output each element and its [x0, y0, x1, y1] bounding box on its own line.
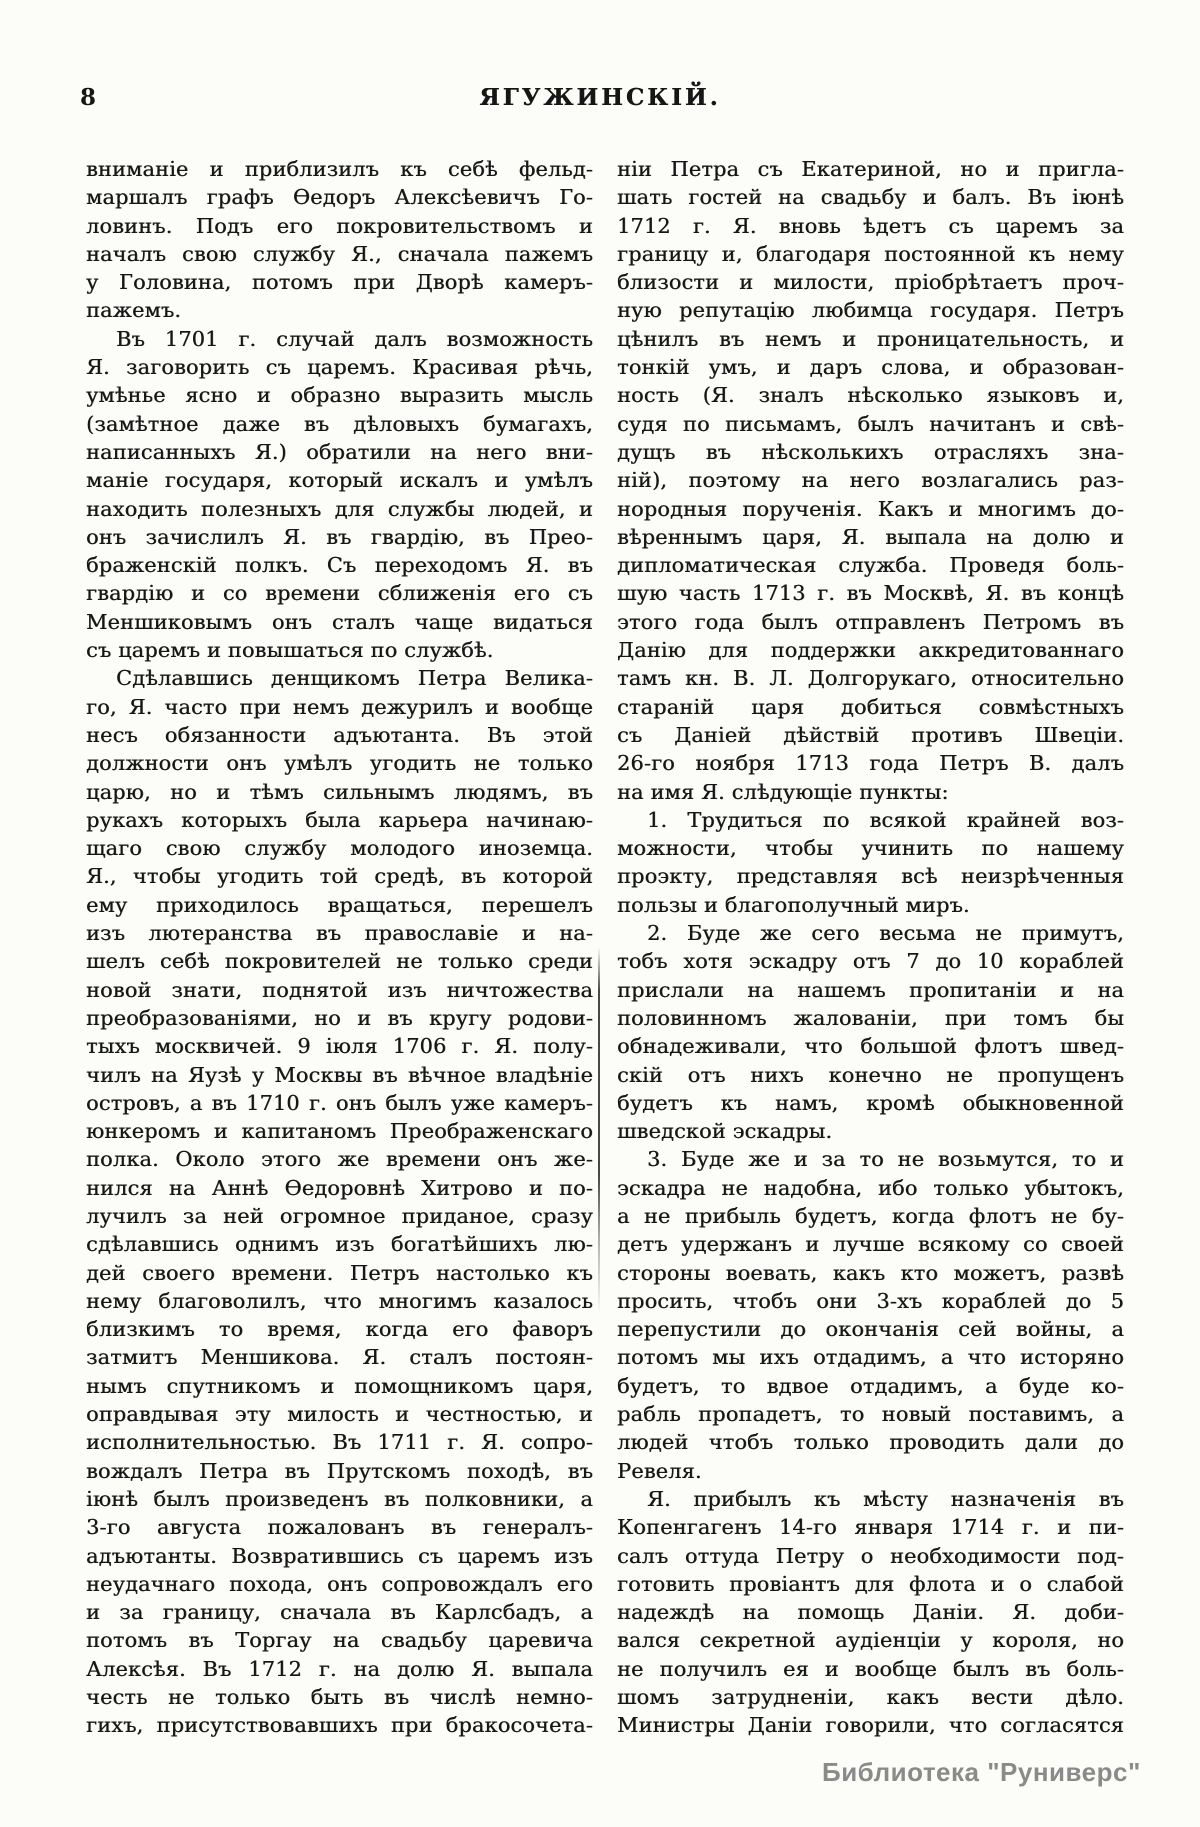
text-line: обнадеживали, что большой флотъ швед- [617, 1034, 1124, 1059]
text-line: маніе государя, который искалъ и умѣлъ [86, 468, 593, 493]
text-line: людей чтобъ только проводить дали до [617, 1430, 1124, 1455]
text-line: вниманіе и приблизилъ къ себѣ фельд- [86, 157, 593, 181]
text-line: проэкту, представляя всѣ неизрѣченныя [617, 864, 1124, 889]
text-line: 3-го августа пожалованъ въ генералъ- [86, 1515, 593, 1540]
text-line: 1712 г. Я. вновь ѣдетъ съ царемъ за [617, 213, 1124, 238]
text-line: этого года былъ отправленъ Петромъ въ [617, 609, 1124, 634]
text-line: 1. Трудиться по всякой крайней воз- [647, 807, 1124, 832]
text-line: прислали на нашемъ пропитаніи и на [617, 977, 1124, 1002]
text-line: тамъ кн. В. Л. Долгорукаго, относительно [617, 666, 1124, 691]
text-line: пажемъ. [86, 298, 182, 323]
text-line: чилъ на Яузѣ у Москвы въ вѣчное владѣніе [86, 1062, 593, 1087]
text-line: умѣнье ясно и образно выразить мысль [86, 383, 593, 408]
text-line: островъ, а въ 1710 г. онъ былъ уже камеръ- [86, 1090, 593, 1115]
text-line: на имя Я. слѣдующіе пункты: [617, 779, 949, 804]
text-line: (замѣтное даже въ дѣловыхъ бумагахъ, [86, 411, 593, 436]
text-line: шведской эскадры. [617, 1119, 833, 1144]
running-title: ЯГУЖИНСКІЙ. [479, 84, 721, 111]
text-line: новой знати, поднятой изъ ничтожества [86, 977, 593, 1002]
text-line: надеждѣ на помощь Даніи. Я. доби- [617, 1600, 1124, 1625]
text-line: оправдывая эту милость и честностью, и [86, 1402, 593, 1427]
text-line: нился на Аннѣ Ѳедоровнѣ Хитрово и по- [86, 1175, 593, 1200]
text-line: Копенгагенъ 14-го января 1714 г. и пи- [617, 1515, 1124, 1540]
text-line: тобъ хотя эскадру отъ 7 до 10 кораблей [617, 949, 1124, 974]
text-line: шомъ затрудненіи, какъ вести дѣло. [617, 1685, 1124, 1710]
text-line: границу и, благодаря постоянной къ нему [617, 241, 1124, 266]
text-line: іюнѣ былъ произведенъ въ полковники, а [86, 1486, 593, 1511]
text-line: вождалъ Петра въ Прутскомъ походѣ, въ [86, 1458, 593, 1483]
text-line: вѣреннымъ царя, Я. выпала на долю и [617, 524, 1124, 549]
right-column [617, 155, 1124, 1740]
text-line: потомъ мы ихъ отдадимъ, а что исторяно [617, 1345, 1124, 1370]
text-line: затмитъ Меншикова. Я. сталъ постоян- [86, 1345, 593, 1370]
text-line: половинномъ жалованіи, при томъ бы [617, 1005, 1124, 1030]
text-line: Я., чтобы угодить той средѣ, въ которой [86, 864, 593, 889]
text-line: стороны воевать, какъ кто можетъ, развѣ [617, 1260, 1124, 1285]
text-line: ній), поэтому на него возлагались раз- [617, 468, 1124, 493]
text-line: сдѣлавшись однимъ изъ богатѣйшихъ лю- [86, 1232, 593, 1257]
text-line: и за границу, сначала въ Карлсбадъ, а [86, 1600, 593, 1625]
text-line: адъютанты. Возвратившись съ царемъ изъ [86, 1543, 593, 1568]
text-line: царю, но и тѣмъ сильнымъ людямъ, въ [86, 779, 593, 804]
text-line: Министры Даніи говорили, что согласятся [617, 1713, 1124, 1738]
text-line: написанныхъ Я.) обратили на него вни- [86, 439, 593, 464]
text-columns [86, 155, 1124, 1740]
text-line: гихъ, присутствовавшихъ при бракосочета- [86, 1713, 593, 1738]
text-line: салъ оттуда Петру о необходимости под- [617, 1543, 1124, 1568]
text-line: у Головина, потомъ при Дворѣ камеръ- [86, 270, 593, 295]
text-line: 2. Буде же сего весьма не примутъ, [647, 921, 1124, 946]
text-line: шелъ себѣ покровителей не только среди [86, 949, 593, 974]
text-line: Ревеля. [617, 1458, 702, 1483]
page-number: 8 [80, 84, 98, 111]
text-line: го, Я. часто при немъ дежурилъ и вообще [86, 694, 593, 719]
text-line: честь не только быть въ числѣ немно- [86, 1685, 593, 1710]
text-line: полка. Около этого же времени онъ же- [86, 1147, 593, 1172]
text-line: а не прибыль будетъ, когда флотъ не бу- [617, 1203, 1124, 1228]
text-line: дей своего времени. Петръ настолько къ [86, 1260, 593, 1285]
text-line: изъ лютеранства въ православіе и на- [86, 921, 593, 946]
text-line: 3. Буде же и за то не возьмутся, то и [647, 1147, 1124, 1172]
text-line: щаго свою службу молодого иноземца. [86, 836, 593, 861]
text-line: нымъ спутникомъ и помощникомъ царя, [86, 1373, 593, 1398]
text-line: началъ свою службу Я., сначала пажемъ [86, 241, 593, 266]
text-line: просить, чтобъ они 3-хъ кораблей до 5 [617, 1288, 1124, 1313]
text-line: находить полезныхъ для службы людей, и [86, 496, 593, 521]
text-line: Данію для поддержки аккредитованнаго [617, 638, 1124, 663]
text-line: близкимъ то время, когда его фаворъ [86, 1317, 593, 1342]
text-line: судя по письмамъ, былъ начитанъ и свѣ- [617, 411, 1124, 436]
text-line: будетъ, то вдвое отдадимъ, а буде ко- [617, 1373, 1124, 1398]
text-line: потомъ въ Торгау на свадьбу царевича [86, 1628, 593, 1653]
text-line: маршалъ графъ Ѳедоръ Алексѣевичъ Го- [86, 185, 593, 210]
text-line: неудачнаго похода, онъ сопровождалъ его [86, 1571, 593, 1596]
text-line: скій отъ нихъ конечно не пропущенъ [617, 1062, 1124, 1087]
text-line: будетъ къ намъ, кромѣ обыкновенной [617, 1090, 1124, 1115]
column-divider-rule [598, 947, 600, 1315]
text-line: шать гостей на свадьбу и балъ. Въ іюнѣ [617, 185, 1124, 210]
text-line: нему благоволилъ, что многимъ казалось [86, 1288, 593, 1313]
text-line: дипломатическая служба. Проведя боль- [617, 553, 1124, 578]
text-line: дущъ въ нѣсколькихъ отрасляхъ зна- [617, 439, 1124, 464]
text-line: Я. прибылъ къ мѣсту назначенія въ [647, 1486, 1124, 1511]
text-line: нородныя порученія. Какъ и многимъ до- [617, 496, 1124, 521]
text-line: Я. заговорить съ царемъ. Красивая рѣчь, [86, 355, 593, 380]
text-line: ловинъ. Подъ его покровительствомъ и [86, 213, 593, 238]
left-column [86, 155, 593, 1740]
text-line: юнкеромъ и капитаномъ Преображенскаго [86, 1119, 593, 1144]
text-line: тонкій умъ, и даръ слова, и образован- [617, 355, 1124, 380]
text-line: тыхъ москвичей. 9 іюля 1706 г. Я. полу- [86, 1034, 593, 1059]
text-line: Меншиковымъ онъ сталъ чаще видаться [86, 609, 593, 634]
text-line: преобразованіями, но и въ кругу родови- [86, 1005, 593, 1030]
text-line: онъ зачислилъ Я. въ гвардію, въ Прео- [86, 524, 593, 549]
text-line: пользы и благополучный миръ. [617, 892, 970, 917]
text-line: исполнительностью. Въ 1711 г. Я. сопро- [86, 1430, 593, 1455]
text-line: эскадра не надобна, ибо только убытокъ, [617, 1175, 1124, 1200]
text-line: близости и милости, пріобрѣтаетъ проч- [617, 270, 1124, 295]
text-line: Въ 1701 г. случай далъ возможность [116, 326, 593, 351]
text-line: съ Даніей дѣйствій противъ Швеціи. [617, 722, 1124, 747]
text-line: Сдѣлавшись денщикомъ Петра Велика- [116, 666, 593, 691]
text-line: лучилъ за ней огромное приданое, сразу [86, 1203, 593, 1228]
text-line: шую часть 1713 г. въ Москвѣ, Я. въ концѣ [617, 581, 1124, 606]
text-line: можности, чтобы учинить по нашему [617, 836, 1124, 861]
text-line: 26-го ноября 1713 года Петръ В. далъ [617, 751, 1124, 776]
text-line: вался секретной аудіенціи у короля, но [617, 1628, 1124, 1653]
text-line: детъ удержанъ и лучше всякому со своей [617, 1232, 1124, 1257]
text-line: ную репутацію любимца государя. Петръ [617, 298, 1124, 323]
text-line: стараній царя добиться совмѣстныхъ [617, 694, 1124, 719]
text-line: не получилъ ея и вообще былъ въ боль- [617, 1656, 1124, 1681]
text-line: должности онъ умѣлъ угодить не только [86, 751, 593, 776]
text-line: ность (Я. зналъ нѣсколько языковъ и, [617, 383, 1124, 408]
text-line: рабль пропадетъ, то новый поставимъ, а [617, 1402, 1124, 1427]
text-line: ему приходилось вращаться, перешелъ [86, 892, 593, 917]
text-line: Алексѣя. Въ 1712 г. на долю Я. выпала [86, 1656, 593, 1681]
text-line: съ царемъ и повышаться по службѣ. [86, 638, 494, 663]
text-line: рукахъ которыхъ была карьера начинаю- [86, 807, 593, 832]
text-line: ніи Петра съ Екатериной, но и пригла- [617, 157, 1124, 181]
text-line: гвардію и со времени сближенія его съ [86, 581, 593, 606]
text-line: перепустили до окончанія сей войны, а [617, 1317, 1124, 1342]
text-line: браженскій полкъ. Съ переходомъ Я. въ [86, 553, 593, 578]
text-line: несъ обязанности адъютанта. Въ этой [86, 722, 593, 747]
text-line: готовить провіантъ для флота и о слабой [617, 1571, 1124, 1596]
library-watermark: Библиотека "Руниверс" [822, 1757, 1141, 1787]
text-line: цѣнилъ въ немъ и проницательность, и [617, 326, 1124, 351]
